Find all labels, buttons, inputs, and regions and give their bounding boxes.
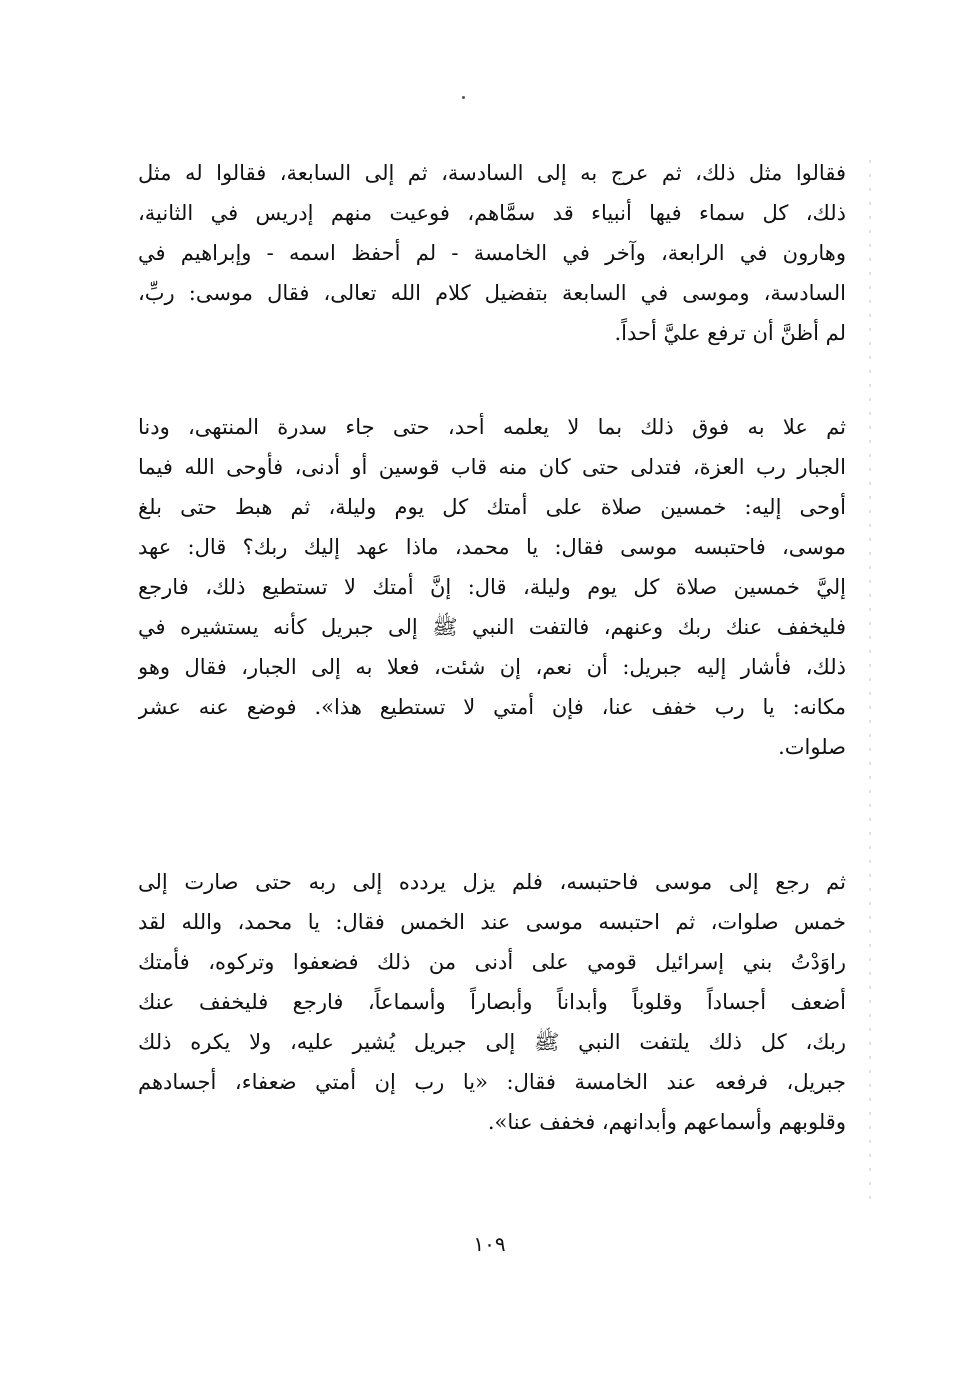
text-line: وقلوبهم وأسماعهم وأبدانهم، فخفف عنا». xyxy=(487,1110,846,1134)
text-line: إليَّ خمسين صلاة كل يوم وليلة، قال: إنَّ أمتك لا تستطيع ذلك، فارجع xyxy=(138,575,846,599)
text-line: أوحى إليه: خمسين صلاة على أمتك كل يوم وليلة، ثم هبط حتى بلغ xyxy=(138,495,846,519)
text-line: خمس صلوات، ثم احتبسه موسى عند الخمس فقال: يا محمد، والله لقد xyxy=(138,910,846,934)
text-line: السادسة، وموسى في السابعة بتفضيل كلام الله تعالى، فقال موسى: ربِّ، xyxy=(138,281,846,305)
text-line: مكانه: يا رب خفف عنا، فإن أمتي لا تستطيع هذا». فوضع عنه عشر xyxy=(138,695,846,719)
text-line: ثم علا به فوق ذلك بما لا يعلمه أحد، حتى جاء سدرة المنتهى، ودنا xyxy=(138,415,846,439)
text-line: جبريل، فرفعه عند الخامسة فقال: «يا رب إن أمتي ضعفاء، أجسادهم xyxy=(138,1070,846,1094)
text-line: وهارون في الرابعة، وآخر في الخامسة - لم أحفظ اسمه - وإبراهيم في xyxy=(138,241,846,265)
text-line: ذلك، كل سماء فيها أنبياء قد سمَّاهم، فوعيت منهم إدريس في الثانية، xyxy=(138,201,846,225)
page-number: ١٠٩ xyxy=(473,1232,506,1256)
paragraph-3 xyxy=(138,862,846,1142)
text-line: الجبار رب العزة، فتدلى حتى كان منه قاب قوسين أو أدنى، فأوحى الله فيما xyxy=(138,455,846,479)
text-line: أضعف أجساداً وقلوباً وأبداناً وأبصاراً وأسماعاً، فارجع فليخفف عنك xyxy=(138,990,846,1014)
scan-margin-shadow xyxy=(869,160,871,1200)
text-line: موسى، فاحتبسه موسى فقال: يا محمد، ماذا عهد إليك ربك؟ قال: عهد xyxy=(138,535,846,559)
text-line: راوَدْتُ بني إسرائيل قومي على أدنى من ذلك فضعفوا وتركوه، فأمتك xyxy=(138,950,846,974)
paragraph-1 xyxy=(138,153,846,353)
text-line: ذلك، فأشار إليه جبريل: أن نعم، إن شئت، فعلا به إلى الجبار، فقال وهو xyxy=(138,655,846,679)
text-line: صلوات. xyxy=(778,735,846,759)
text-line: لم أظنَّ أن ترفع عليَّ أحداً. xyxy=(614,321,846,345)
text-line: ثم رجع إلى موسى فاحتبسه، فلم يزل يردده إلى ربه حتى صارت إلى xyxy=(138,870,846,894)
text-line: فقالوا مثل ذلك، ثم عرج به إلى السادسة، ثم إلى السابعة، فقالوا له مثل xyxy=(138,161,846,185)
paragraph-2 xyxy=(138,407,846,767)
scan-speck xyxy=(462,96,465,99)
text-line: فليخفف عنك ربك وعنهم، فالتفت النبي ﷺ إلى جبريل كأنه يستشيره في xyxy=(138,615,846,639)
text-line: ربك، كل ذلك يلتفت النبي ﷺ إلى جبريل يُشير عليه، ولا يكره ذلك xyxy=(138,1030,846,1054)
